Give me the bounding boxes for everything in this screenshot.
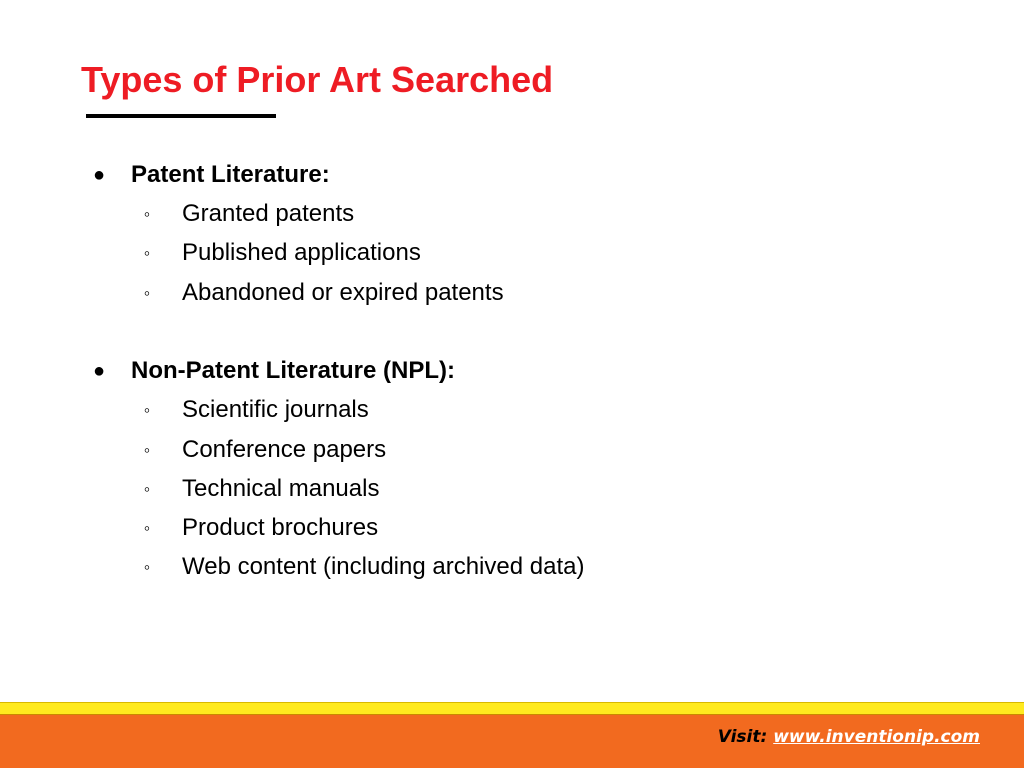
bullet-dot-icon: ●	[92, 164, 106, 186]
footer-stripe	[0, 702, 1024, 715]
list-item-text: Scientific journals	[182, 396, 369, 423]
sub-bullet-icon: ◦	[143, 243, 151, 263]
title-underline	[86, 114, 276, 118]
slide-title: Types of Prior Art Searched	[81, 59, 554, 100]
list-item-text: Web content (including archived data)	[182, 553, 585, 580]
list-item-text: Granted patents	[182, 200, 355, 227]
bullet-dot-icon: ●	[92, 360, 106, 382]
sub-bullet-icon: ◦	[143, 479, 151, 499]
sub-bullet-icon: ◦	[143, 204, 151, 224]
section-heading-npl: Non-Patent Literature (NPL):	[131, 357, 455, 384]
section-heading-patent-literature: Patent Literature:	[131, 161, 330, 188]
list-item-text: Product brochures	[182, 514, 379, 541]
footer-visit-line	[718, 724, 980, 750]
list-item-text: Conference papers	[182, 436, 387, 463]
list-item-text: Published applications	[182, 239, 421, 266]
sub-bullet-icon: ◦	[143, 400, 151, 420]
sub-bullet-icon: ◦	[143, 440, 151, 460]
visit-label: Visit:	[717, 727, 774, 747]
website-link[interactable]: www.inventionip.com	[773, 727, 980, 747]
sub-bullet-icon: ◦	[143, 557, 151, 577]
sub-bullet-icon: ◦	[143, 283, 151, 303]
list-item-text: Technical manuals	[182, 475, 380, 502]
footer-bar	[0, 702, 1024, 768]
sub-bullet-icon: ◦	[143, 518, 151, 538]
list-item-text: Abandoned or expired patents	[182, 279, 504, 306]
